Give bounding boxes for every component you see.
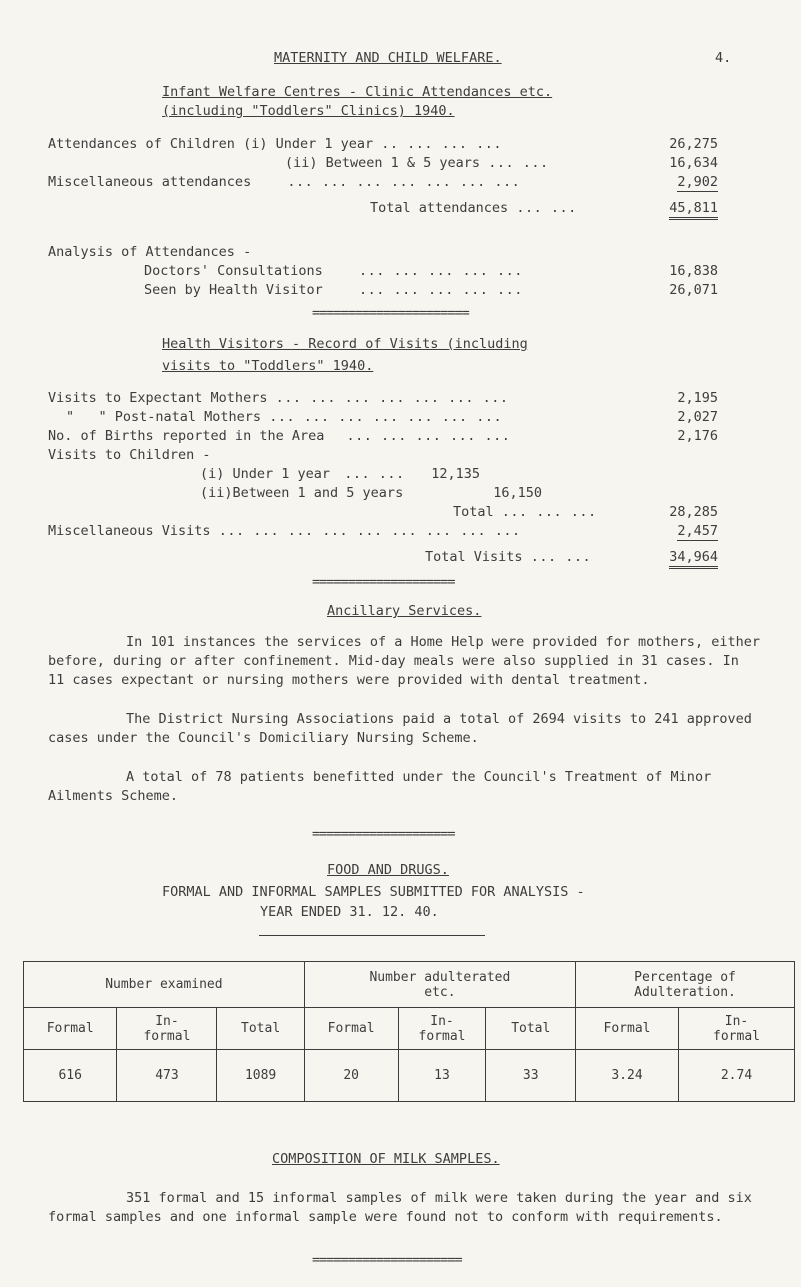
sub-header: Formal [576, 1008, 679, 1050]
attendance-row-under1 [48, 136, 718, 156]
table-cell: 20 [304, 1050, 398, 1102]
children-heading: Visits to Children - [48, 447, 211, 463]
row-label: (i) Under 1 year [200, 466, 331, 482]
row-value: 26,071 [669, 282, 718, 298]
sub-header: In- formal [117, 1008, 217, 1050]
row-dots: ... ... ... ... ... [346, 428, 511, 444]
ancillary-paragraph-1 [48, 633, 763, 690]
ancillary-paragraph-3 [48, 768, 763, 806]
analysis-row-health-visitor [48, 282, 718, 302]
table-cell: 473 [117, 1050, 217, 1102]
births-row [48, 428, 718, 448]
table-row [24, 1050, 795, 1102]
row-label: (ii)Between 1 and 5 years [200, 485, 404, 501]
row-label: Miscellaneous Visits [48, 523, 211, 539]
table-sub-header-row [24, 1008, 795, 1050]
running-title: MATERNITY AND CHILD WELFARE. [274, 50, 502, 66]
row-dots: ... ... ... ... ... [358, 263, 523, 279]
subtitle-rule [259, 935, 485, 936]
children-subtotal-row [48, 504, 718, 524]
section1-title-line1: Infant Welfare Centres - Clinic Attendances etc. [162, 84, 553, 100]
row-label: (ii) Between 1 & 5 years [285, 155, 481, 171]
analysis-heading: Analysis of Attendances - [48, 244, 252, 260]
total-label: Total Visits [425, 549, 523, 565]
row-dots: ... ... ... ... ... ... ... [287, 174, 521, 190]
misc-visits-row [48, 523, 718, 543]
total-value: 45,811 [669, 200, 718, 220]
ancillary-title: Ancillary Services. [327, 603, 482, 619]
total-value: 34,964 [669, 549, 718, 569]
row-dots: .. ... ... ... [381, 136, 503, 152]
row-value: 16,150 [493, 485, 542, 501]
attendance-total-row [48, 200, 718, 220]
row-label: Visits to Expectant Mothers [48, 390, 268, 406]
samples-table [23, 961, 795, 1102]
total-label: Total attendances [370, 200, 509, 216]
food-drugs-subtitle-line2: YEAR ENDED 31. 12. 40. [260, 904, 439, 920]
subtotal-value: 28,285 [669, 504, 718, 520]
paragraph-text: 351 formal and 15 informal samples of milk were taken during the year and six formal samples and one informal sample were found not to conform with requirements. [48, 1190, 752, 1225]
separator: ===================== [312, 1252, 462, 1268]
paragraph-text: In 101 instances the services of a Home Help were provided for mothers, either before, during or after confinement. Mid-day meals were also supplied in 31 cases. In 11 cases expectant or nursing mothers were provided with dental treatment. [48, 634, 760, 688]
milk-samples-paragraph [48, 1189, 763, 1227]
sub-header: Formal [24, 1008, 117, 1050]
row-dots: ... ... [530, 549, 592, 565]
row-dots: ... ... ... ... ... [358, 282, 523, 298]
table-cell: 33 [486, 1050, 576, 1102]
child-row-1to5 [200, 485, 542, 501]
row-dots: ... ... ... ... ... ... ... [269, 409, 503, 425]
group-header: Number adulterated etc. [304, 962, 575, 1008]
row-value: 12,135 [431, 466, 480, 482]
attendance-row-1to5 [48, 155, 718, 175]
sub-header: In- formal [398, 1008, 486, 1050]
row-value: 16,634 [669, 155, 718, 171]
table-cell: 1089 [217, 1050, 304, 1102]
separator: ====================== [312, 305, 469, 321]
page-number: 4. [715, 50, 732, 66]
row-dots: ... ... [344, 466, 405, 482]
sub-header: Total [217, 1008, 304, 1050]
sub-header: Total [486, 1008, 576, 1050]
row-dots: ... ... ... ... ... ... ... ... ... [218, 523, 521, 539]
paragraph-text: The District Nursing Associations paid a total of 2694 visits to 241 approved cases under the Council's Domiciliary Nursing Scheme. [48, 711, 752, 746]
ancillary-paragraph-2 [48, 710, 763, 748]
analysis-row-doctors [48, 263, 718, 283]
child-row-under1 [200, 466, 480, 482]
row-label: Attendances of Children (i) Under 1 year [48, 136, 374, 152]
group-header: Number examined [24, 962, 305, 1008]
visits-row-postnatal [48, 409, 718, 429]
separator: ==================== [312, 574, 455, 590]
row-value: 2,457 [677, 523, 718, 539]
section1-title-line2: (including "Toddlers" Clinics) 1940. [162, 103, 455, 119]
row-label: Doctors' Consultations [144, 263, 323, 279]
sub-header: Formal [304, 1008, 398, 1050]
attendance-row-misc [48, 174, 718, 194]
row-dots: ... ... ... ... ... ... ... [275, 390, 509, 406]
sub-header: In- formal [679, 1008, 795, 1050]
row-value: 2,176 [677, 428, 718, 444]
section2-title-line2: visits to "Toddlers" 1940. [162, 358, 374, 374]
paragraph-text: A total of 78 patients benefitted under the Council's Treatment of Minor Ailments Scheme. [48, 769, 712, 804]
table-cell: 2.74 [679, 1050, 795, 1102]
subtotal-label: Total [453, 504, 494, 520]
row-label: Seen by Health Visitor [144, 282, 323, 298]
table-cell: 13 [398, 1050, 486, 1102]
row-label: No. of Births reported in the Area [48, 428, 325, 444]
table-cell: 3.24 [576, 1050, 679, 1102]
food-drugs-title: FOOD AND DRUGS. [327, 862, 449, 878]
group-header: Percentage of Adulteration. [576, 962, 795, 1008]
row-dots: ... ... ... [501, 504, 597, 520]
visits-total-row [48, 549, 718, 569]
milk-samples-title: COMPOSITION OF MILK SAMPLES. [272, 1151, 500, 1167]
visits-row-expectant [48, 390, 718, 410]
row-value: 2,027 [677, 409, 718, 425]
row-label: " " Post-natal Mothers [66, 409, 262, 425]
row-value: 16,838 [669, 263, 718, 279]
row-value: 2,902 [677, 174, 718, 190]
table-cell: 616 [24, 1050, 117, 1102]
row-value: 26,275 [669, 136, 718, 152]
table-group-header-row [24, 962, 795, 1008]
row-label: Miscellaneous attendances [48, 174, 252, 190]
row-dots: ... ... [488, 155, 549, 171]
separator: ==================== [312, 826, 455, 842]
food-drugs-subtitle-line1: FORMAL AND INFORMAL SAMPLES SUBMITTED FOR ANALYSIS - [162, 884, 585, 900]
section2-title-line1: Health Visitors - Record of Visits (including [162, 336, 528, 352]
row-value: 2,195 [677, 390, 718, 406]
row-dots: ... ... [516, 200, 577, 216]
